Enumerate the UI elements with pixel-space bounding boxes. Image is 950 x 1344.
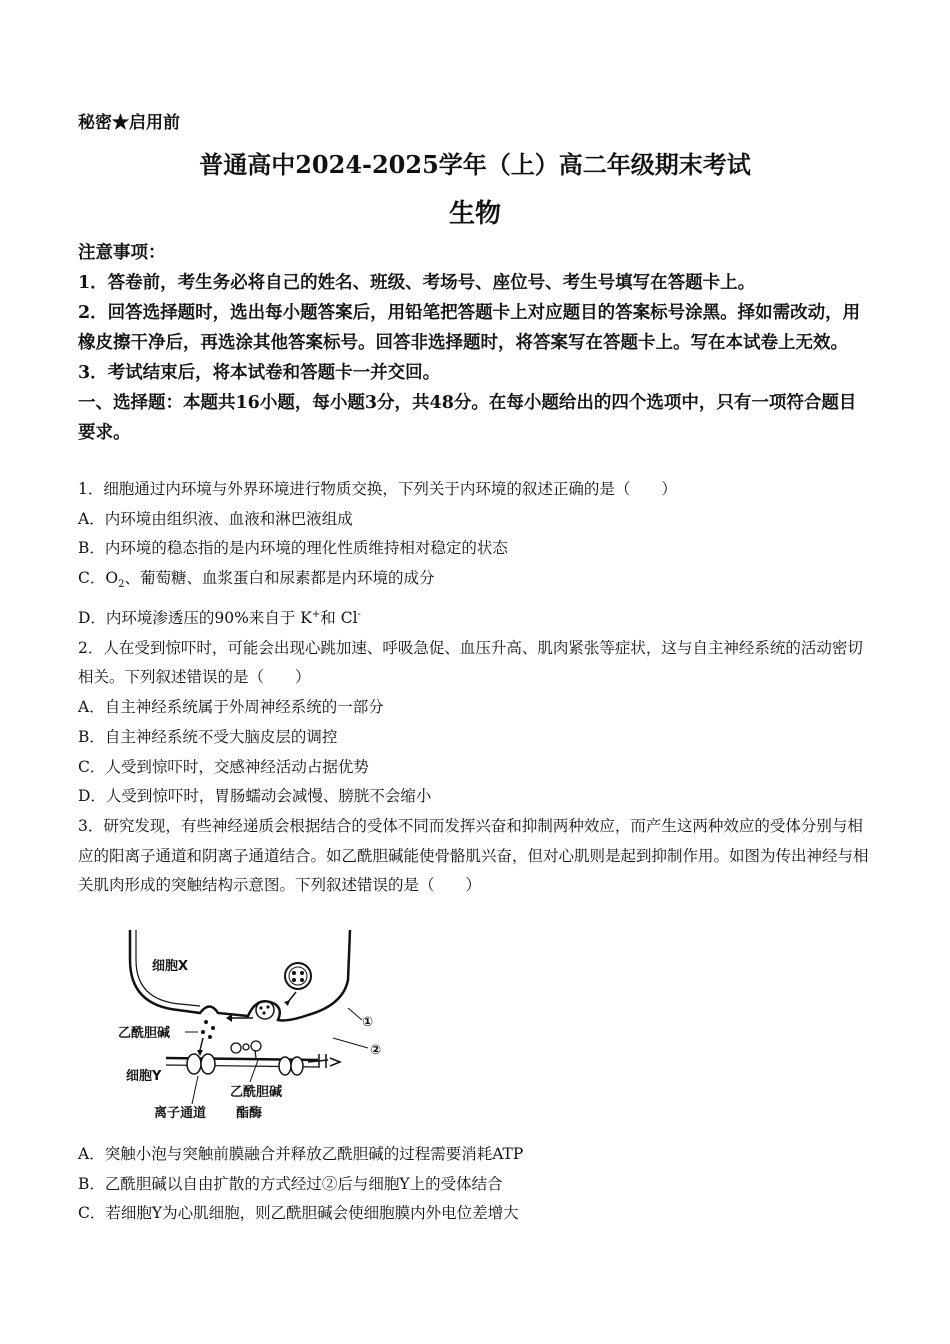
- question-list: [78, 475, 873, 901]
- question-1-option-c: C．$O_2$、葡萄糖、血浆蛋白和尿素都是内环境的成分: [78, 569, 435, 591]
- cell-x-membrane: [130, 930, 350, 1020]
- label-cell-x: 细胞X: [152, 959, 189, 974]
- marker-1: ①: [362, 1015, 374, 1030]
- label-acetylcholine: 乙酰胆碱: [118, 1026, 171, 1041]
- question-3-stem: 3．研究发现，有些神经递质会根据结合的受体不同而发挥兴奋和抑制两种效应，而产生这两种效应的受体分别与相应的阳离子通道和阴离子通道结合。如乙酰胆碱能使骨骼肌兴奋，但对心肌则是起到抑制作用。如图为传出神经与相关肌肉形成的突触结构示意图。下列叙述错误的是（ ）: [78, 816, 869, 895]
- question-2-option-a: A．自主神经系统属于外周神经系统的一部分: [78, 698, 384, 717]
- instruction-item-2: 2．回答选择题时，选出每小题答案后，用铅笔把答题卡上对应题目的答案标号涂黑。择如需改动，用橡皮擦干净后，再选涂其他答案标号。回答非选择题时，将答案写在答题卡上。写在本试卷上无效。: [78, 303, 861, 353]
- synapse-diagram: [118, 920, 418, 1130]
- question-1-stem: 1．细胞通过内环境与外界环境进行物质交换，下列关于内环境的叙述正确的是（ ）: [78, 480, 677, 498]
- label-cell-y: 细胞Y: [126, 1069, 162, 1084]
- question-3-option-a: A．突触小泡与突触前膜融合并释放乙酰胆碱的过程需要消耗ATP: [78, 1145, 524, 1163]
- question-3-options: [78, 1140, 873, 1229]
- instructions: [78, 238, 873, 448]
- instruction-item-1: 1．答卷前，考生务必将自己的姓名、班级、考场号、座位号、考生号填写在答题卡上。: [78, 273, 756, 293]
- question-1-option-b: B．内环境的稳态指的是内环境的理化性质维持相对稳定的状态: [78, 539, 508, 558]
- ion-channel-right: [279, 1057, 291, 1075]
- instruction-item-3: 3．考试结束后，将本试卷和答题卡一并交回。: [78, 363, 441, 383]
- question-2-stem: 2．人在受到惊吓时，可能会出现心跳加速、呼吸急促、血压升高、肌肉紧张等症状，这与自主神经系统的活动密切相关。下列叙述错误的是（ ）: [78, 638, 863, 687]
- exam-title: 普通高中2024-2025学年（上）高二年级期末考试: [199, 150, 751, 179]
- question-3-option-c: C．若细胞Y为心肌细胞，则乙酰胆碱会使细胞膜内外电位差增大: [78, 1204, 519, 1223]
- question-2-option-d: D．人受到惊吓时，胃肠蠕动会减慢、膀胱不会缩小: [78, 787, 432, 806]
- question-2-option-c: C．人受到惊吓时，交感神经活动占据优势: [78, 757, 369, 776]
- section-heading: 一、选择题：本题共16小题，每小题3分，共48分。在每小题给出的四个选项中，只有一项符合题目要求。: [78, 393, 857, 443]
- instructions-heading: 注意事项：: [78, 243, 166, 263]
- label-enzyme-line1: 乙酰胆碱: [230, 1085, 283, 1100]
- question-2-option-b: B．自主神经系统不受大脑皮层的调控: [78, 727, 338, 746]
- label-enzyme-line2: 酯酶: [236, 1106, 263, 1121]
- subject-title: 生物: [448, 199, 501, 229]
- confidential-label: 秘密★启用前: [78, 113, 180, 133]
- question-1-option-d: D．内环境渗透压的90%来自于 K+和 Cl-: [78, 608, 361, 628]
- marker-2: ②: [370, 1043, 382, 1058]
- label-ion-channel: 离子通道: [154, 1106, 207, 1121]
- ion-channel-left: [187, 1054, 201, 1074]
- acetylcholinesterase: [251, 1041, 261, 1051]
- question-3-option-b: B．乙酰胆碱以自由扩散的方式经过②后与细胞Y上的受体结合: [78, 1174, 503, 1193]
- question-1-option-a: A．内环境由组织液、血液和淋巴液组成: [78, 509, 353, 528]
